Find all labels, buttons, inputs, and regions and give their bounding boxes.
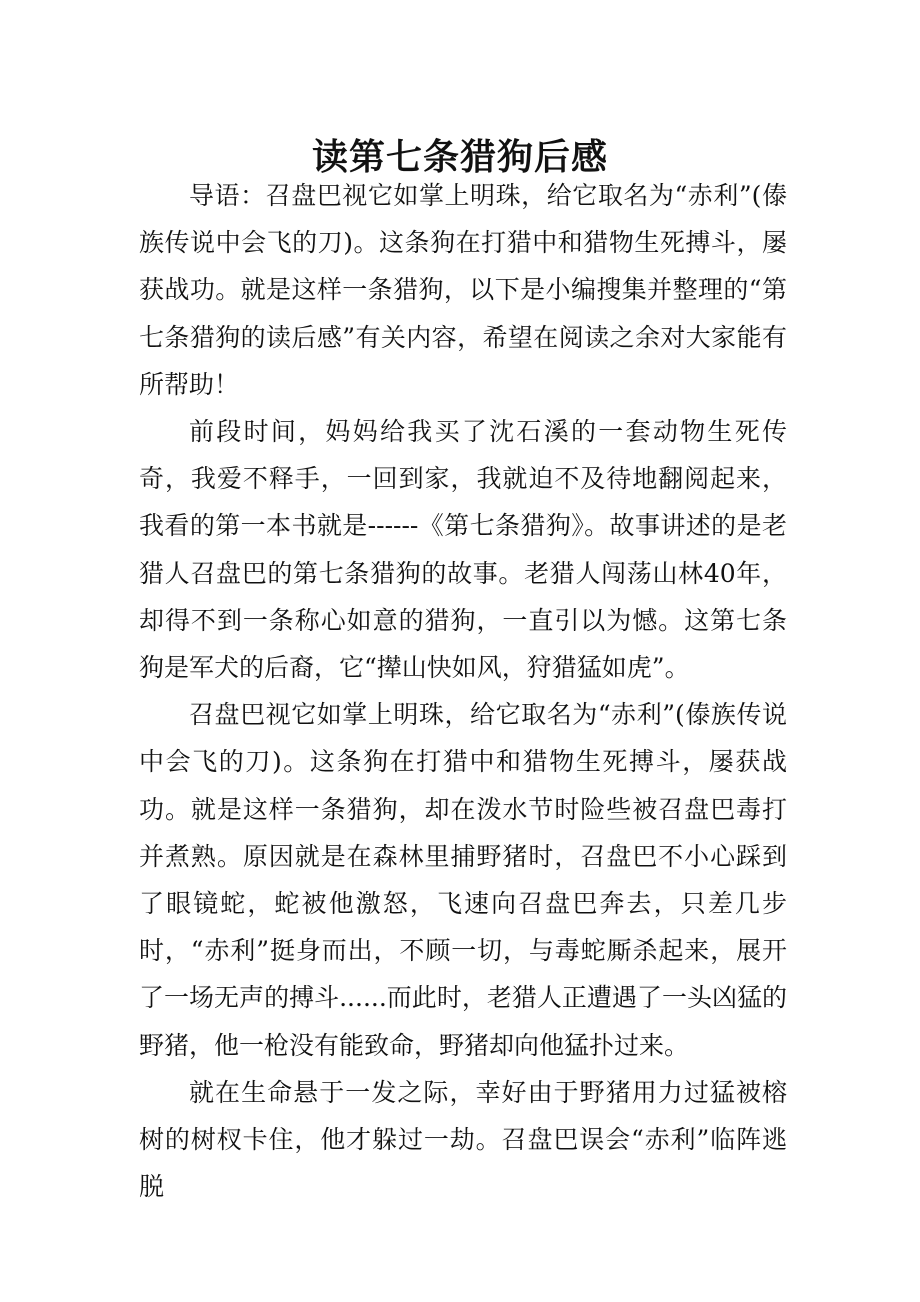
paragraph-2: 召盘巴视它如掌上明珠，给它取名为“赤利”(傣族传说中会飞的刀)。这条狗在打猎中和猎物生死搏斗，屡获战功。就是这样一条猎狗，却在泼水节时险些被召盘巴毒打并煮熟。原因就是在森林里捕野猪时，召盘巴不小心踩到了眼镜蛇，蛇被他激怒，飞速向召盘巴奔去，只差几步时，“赤利”挺身而出，不顾一切，与毒蛇厮杀起来，展开了一场无声的搏斗......而此时，老猎人正遭遇了一头凶猛的野猪，他一枪没有能致命，野猪却向他猛扑过来。 (139, 700, 787, 1060)
document-title: 读第七条猎狗后感 (311, 136, 608, 179)
paragraph-intro: 导语：召盘巴视它如掌上明珠，给它取名为“赤利”(傣族传说中会飞的刀)。这条狗在打猎中和猎物生死搏斗，屡获战功。就是这样一条猎狗，以下是小编搜集并整理的“第七条猎狗的读后感”有关内容，希望在阅读之余对大家能有所帮助！ (139, 181, 787, 399)
paragraph-3: 就在生命悬于一发之际，幸好由于野猪用力过猛被榕树的树杈卡住，他才躲过一劫。召盘巴误会“赤利”临阵逃脱 (139, 1077, 787, 1202)
paragraph-1: 前段时间，妈妈给我买了沈石溪的一套动物生死传奇，我爱不释手，一回到家，我就迫不及待地翻阅起来，我看的第一本书就是------《第七条猎狗》。故事讲述的是老猎人召盘巴的第七条猎狗的故事。老猎人闯荡山林40年，却得不到一条称心如意的猎狗，一直引以为憾。这第七条狗是军犬的后裔，它“撵山快如风，狩猎猛如虎”。 (139, 417, 787, 683)
document-body (139, 172, 787, 1210)
